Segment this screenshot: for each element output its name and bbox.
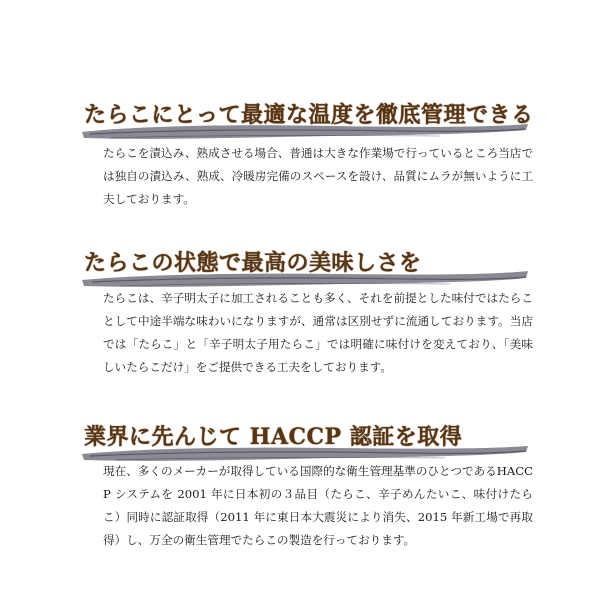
section-body-text: たらこを漬込み、熟成させる場合、普通は大きな作業場で行っているところ当店では独自の漬込み、熟成、冷暖房完備のスペースを設け、品質にムラが無いように工夫しております。	[103, 146, 533, 206]
section-heading: たらこにとって最適な温度を徹底管理できる	[84, 102, 534, 128]
section-body-text: 現在、多くのメーカーが取得している国際的な衛生管理基準のひとつであるHACCP システムを 2001 年に日本初の３品目（たらこ、辛子めんたいこ、味付けたらこ）同時に認証取得（2011 年に東日本大震災により消失、2015 年新工場で再取得）し、万全の衛生管理でたらこの製造を行っております。	[103, 464, 533, 547]
heading-block	[80, 100, 534, 146]
section-heading: 業界に先んじて HACCP 認証を取得	[84, 424, 463, 450]
section-body-text: たらこは、辛子明太子に加工されることも多く、それを前提とした味付ではたらことして中途半端な味わいになりますが、通常は区別せずに流通しております。当店では「たらこ」と「辛子明太子用たらこ」では明確に味付けを変えており、「美味しいたらこだけ」をご提供できる工夫をしております。	[103, 291, 533, 374]
section-heading: たらこの状態で最高の美味しさを	[84, 250, 422, 276]
